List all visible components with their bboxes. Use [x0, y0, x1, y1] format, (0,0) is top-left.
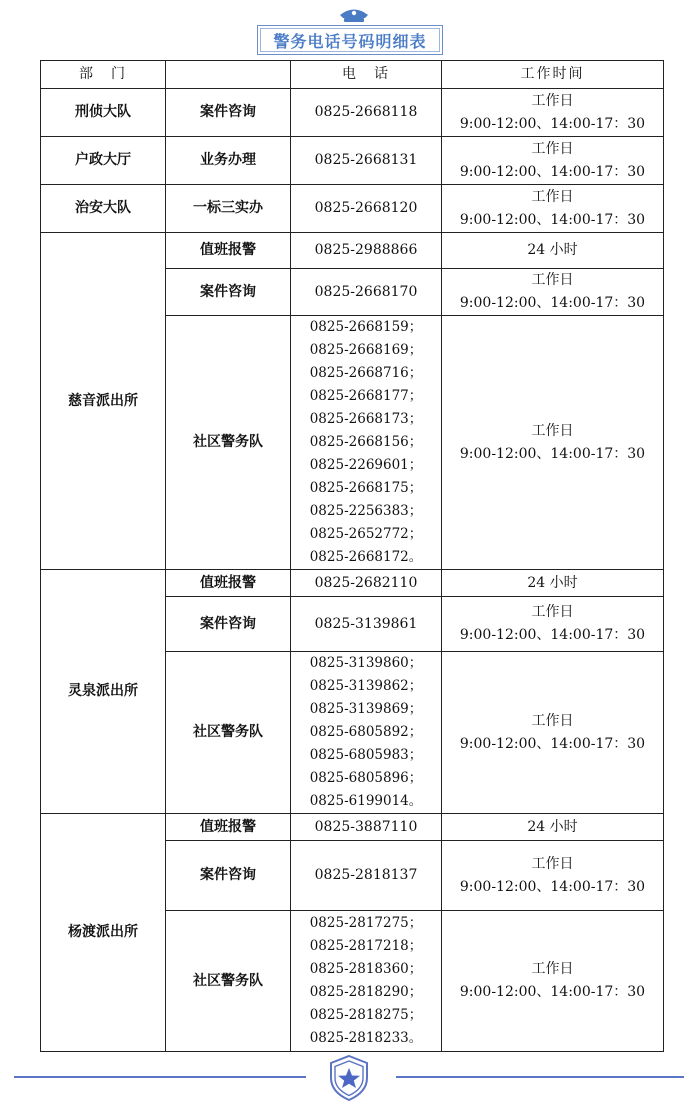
hours-range: 9:00-12:00、14:00-17：30 — [459, 984, 646, 1000]
hours-range: 9:00-12:00、14:00-17：30 — [459, 211, 646, 228]
phone-cell: 0825-2682110 — [291, 570, 442, 597]
phone-cell: 0825-2668120 — [291, 185, 442, 233]
phone-list-cell — [291, 652, 442, 814]
header-service — [166, 61, 291, 89]
phone-item: 0825-6199014。 — [309, 793, 423, 809]
hours-label: 工作日 — [531, 140, 574, 157]
hours-range: 9:00-12:00、14:00-17：30 — [459, 878, 646, 895]
hours-label: 工作日 — [531, 604, 574, 620]
service-cell: 社区警务队 — [166, 911, 291, 1052]
phone-item: 0825-3139860； — [309, 655, 423, 671]
service-cell: 值班报警 — [166, 814, 291, 841]
hours-range: 9:00-12:00、14:00-17：30 — [459, 445, 646, 462]
police-shield-star-icon — [327, 1054, 371, 1102]
phone-item: 0825-6805983； — [309, 747, 423, 763]
phone-item: 0825-2817275； — [309, 915, 423, 931]
service-cell: 社区警务队 — [166, 316, 291, 570]
title-frame — [257, 25, 443, 55]
hours-cell — [442, 89, 664, 137]
table-row — [41, 233, 664, 269]
phone-item: 0825-2668177； — [309, 388, 423, 404]
service-cell: 案件咨询 — [166, 89, 291, 137]
phone-item: 0825-2818275； — [309, 1007, 423, 1023]
hours-cell — [442, 841, 664, 911]
hours-cell — [442, 911, 664, 1052]
service-cell: 社区警务队 — [166, 652, 291, 814]
hours-cell: 24 小时 — [442, 814, 664, 841]
hours-cell — [442, 185, 664, 233]
service-cell: 值班报警 — [166, 570, 291, 597]
dept-cell: 杨渡派出所 — [41, 814, 166, 1052]
phone-item: 0825-2818290； — [309, 984, 423, 1000]
table-row — [41, 89, 664, 137]
service-cell: 案件咨询 — [166, 269, 291, 316]
page-footer — [0, 1050, 698, 1110]
hours-range: 9:00-12:00、14:00-17：30 — [459, 735, 646, 752]
dept-cell: 户政大厅 — [41, 137, 166, 185]
footer-divider-right — [396, 1076, 684, 1078]
phone-item: 0825-2269601； — [309, 457, 423, 473]
hours-range: 9:00-12:00、14:00-17：30 — [459, 627, 646, 643]
phone-table — [40, 60, 664, 1052]
service-cell: 一标三实办 — [166, 185, 291, 233]
phone-item: 0825-3139862； — [309, 678, 423, 694]
phone-item: 0825-2668173； — [309, 411, 423, 427]
page-title: 警务电话号码明细表 — [260, 28, 440, 52]
phone-cell: 0825-3887110 — [291, 814, 442, 841]
phone-item: 0825-2668716； — [309, 365, 423, 381]
phone-cell: 0825-2818137 — [291, 841, 442, 911]
hours-label: 工作日 — [531, 272, 574, 288]
dept-cell: 刑侦大队 — [41, 89, 166, 137]
phone-cell: 0825-2668118 — [291, 89, 442, 137]
phone-item: 0825-2817218； — [309, 938, 423, 954]
phone-cell: 0825-2668170 — [291, 269, 442, 316]
page-header — [0, 0, 698, 60]
police-cap-icon — [337, 6, 371, 24]
phone-item: 0825-3139869； — [309, 701, 423, 717]
hours-cell — [442, 269, 664, 316]
dept-cell: 慈音派出所 — [41, 233, 166, 570]
hours-label: 工作日 — [531, 92, 574, 109]
service-cell: 案件咨询 — [166, 841, 291, 911]
dept-cell: 灵泉派出所 — [41, 570, 166, 814]
hours-cell — [442, 137, 664, 185]
phone-item: 0825-2668169； — [309, 342, 423, 358]
header-dept: 部 门 — [41, 61, 166, 89]
table-row — [41, 185, 664, 233]
phone-item: 0825-2668172。 — [309, 549, 423, 565]
hours-range: 9:00-12:00、14:00-17：30 — [459, 115, 646, 132]
phone-item: 0825-2818360； — [309, 961, 423, 977]
table-row — [41, 570, 664, 597]
hours-label: 工作日 — [531, 855, 574, 872]
table-header-row — [41, 61, 664, 89]
service-cell: 案件咨询 — [166, 597, 291, 652]
table-row — [41, 137, 664, 185]
phone-item: 0825-2668156； — [309, 434, 423, 450]
phone-item: 0825-6805896； — [309, 770, 423, 786]
dept-cell: 治安大队 — [41, 185, 166, 233]
hours-cell — [442, 652, 664, 814]
phone-cell: 0825-2668131 — [291, 137, 442, 185]
phone-cell: 0825-2988866 — [291, 233, 442, 269]
phone-item: 0825-2818233。 — [309, 1030, 423, 1046]
phone-item: 0825-6805892； — [309, 724, 423, 740]
hours-cell: 24 小时 — [442, 570, 664, 597]
phone-item: 0825-2668159； — [309, 319, 423, 335]
hours-cell: 24 小时 — [442, 233, 664, 269]
service-cell: 业务办理 — [166, 137, 291, 185]
phone-cell: 0825-3139861 — [291, 597, 442, 652]
header-hours: 工作时间 — [442, 61, 664, 89]
footer-divider-left — [14, 1076, 306, 1078]
phone-list-cell — [291, 316, 442, 570]
header-phone: 电 话 — [291, 61, 442, 89]
hours-cell — [442, 597, 664, 652]
service-cell: 值班报警 — [166, 233, 291, 269]
hours-range: 9:00-12:00、14:00-17：30 — [459, 295, 646, 311]
phone-list-cell — [291, 911, 442, 1052]
hours-range: 9:00-12:00、14:00-17：30 — [459, 163, 646, 180]
hours-label: 工作日 — [531, 712, 574, 729]
hours-label: 工作日 — [531, 188, 574, 205]
hours-cell — [442, 316, 664, 570]
table-row — [41, 814, 664, 841]
phone-item: 0825-2256383； — [309, 503, 423, 519]
phone-item: 0825-2668175； — [309, 480, 423, 496]
hours-label: 工作日 — [531, 961, 574, 977]
phone-item: 0825-2652772； — [309, 526, 423, 542]
hours-label: 工作日 — [531, 422, 574, 439]
